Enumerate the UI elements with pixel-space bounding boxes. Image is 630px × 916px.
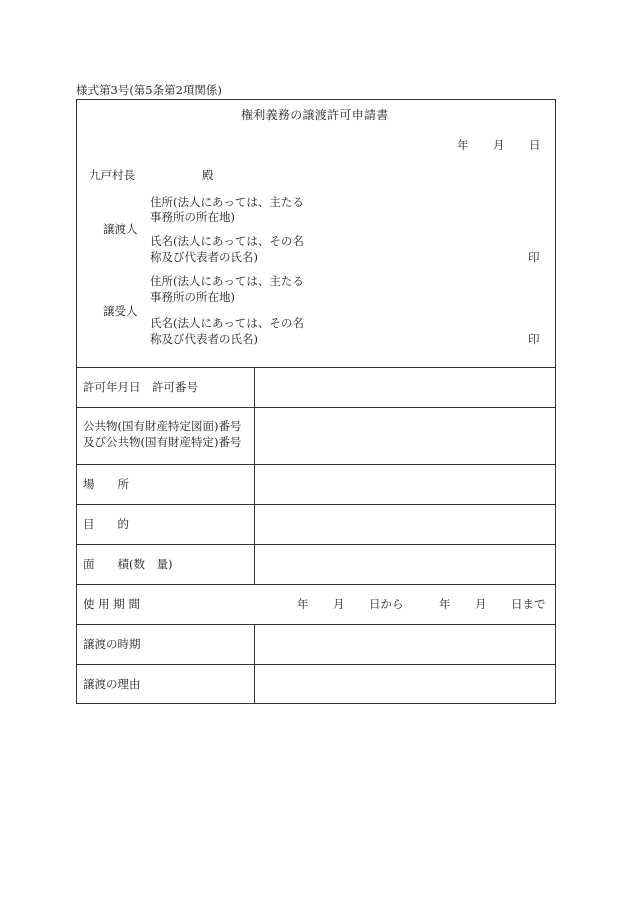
period-from-month: 月 [333, 597, 345, 611]
transferor-seal: 印 [528, 250, 540, 264]
transferor-address-line2: 事務所の所在地) [150, 210, 235, 224]
form-title: 権利義務の譲渡許可申請書 [241, 108, 389, 122]
transfer-reason-label: 譲渡の理由 [83, 677, 141, 691]
row-divider [76, 407, 556, 408]
row-divider [76, 664, 556, 665]
row-divider [76, 504, 556, 505]
period-to-day: 日まで [511, 597, 546, 611]
transferee-address-line2: 事務所の所在地) [150, 290, 235, 304]
transferee-seal: 印 [528, 332, 540, 346]
date-month-label: 月 [493, 138, 505, 152]
public-property-label-line2: 及び公共物(国有財産特定)番号 [83, 435, 242, 449]
form-number: 様式第3号(第5条第2項関係) [76, 83, 222, 97]
row-divider [76, 544, 556, 545]
row-divider [76, 624, 556, 625]
public-property-label-line1: 公共物(国有財産特定図面)番号 [83, 419, 242, 433]
row-divider [76, 367, 556, 368]
addressee-honorific: 殿 [202, 168, 214, 182]
period-from-year: 年 [297, 597, 309, 611]
application-form [76, 99, 556, 704]
period-from-day: 日から [369, 597, 404, 611]
period-label: 使 用 期 間 [83, 597, 140, 611]
addressee-name: 九戸村長 [89, 168, 135, 182]
date-year-label: 年 [457, 138, 469, 152]
transferor-name-line1: 氏名(法人にあっては、その名 [150, 234, 304, 248]
transferee-address-line1: 住所(法人にあっては、主たる [150, 274, 304, 288]
transferor-name-line2: 称及び代表者の氏名) [150, 250, 258, 264]
column-divider [254, 624, 255, 704]
row-divider [76, 584, 556, 585]
transferee-name-line2: 称及び代表者の氏名) [150, 332, 258, 346]
transferee-label: 譲受人 [103, 304, 138, 318]
row-divider [76, 464, 556, 465]
transfer-time-label: 譲渡の時期 [83, 637, 141, 651]
transferor-label: 譲渡人 [103, 222, 138, 236]
area-label: 面 積(数 量) [83, 557, 173, 571]
transferee-name-line1: 氏名(法人にあっては、その名 [150, 316, 304, 330]
period-to-month: 月 [475, 597, 487, 611]
period-to-year: 年 [439, 597, 451, 611]
column-divider [254, 367, 255, 584]
permit-date-label: 許可年月日 許可番号 [83, 380, 198, 394]
purpose-label: 目 的 [83, 517, 129, 531]
transferor-address-line1: 住所(法人にあっては、主たる [150, 195, 304, 209]
location-label: 場 所 [83, 477, 129, 491]
date-day-label: 日 [529, 138, 541, 152]
